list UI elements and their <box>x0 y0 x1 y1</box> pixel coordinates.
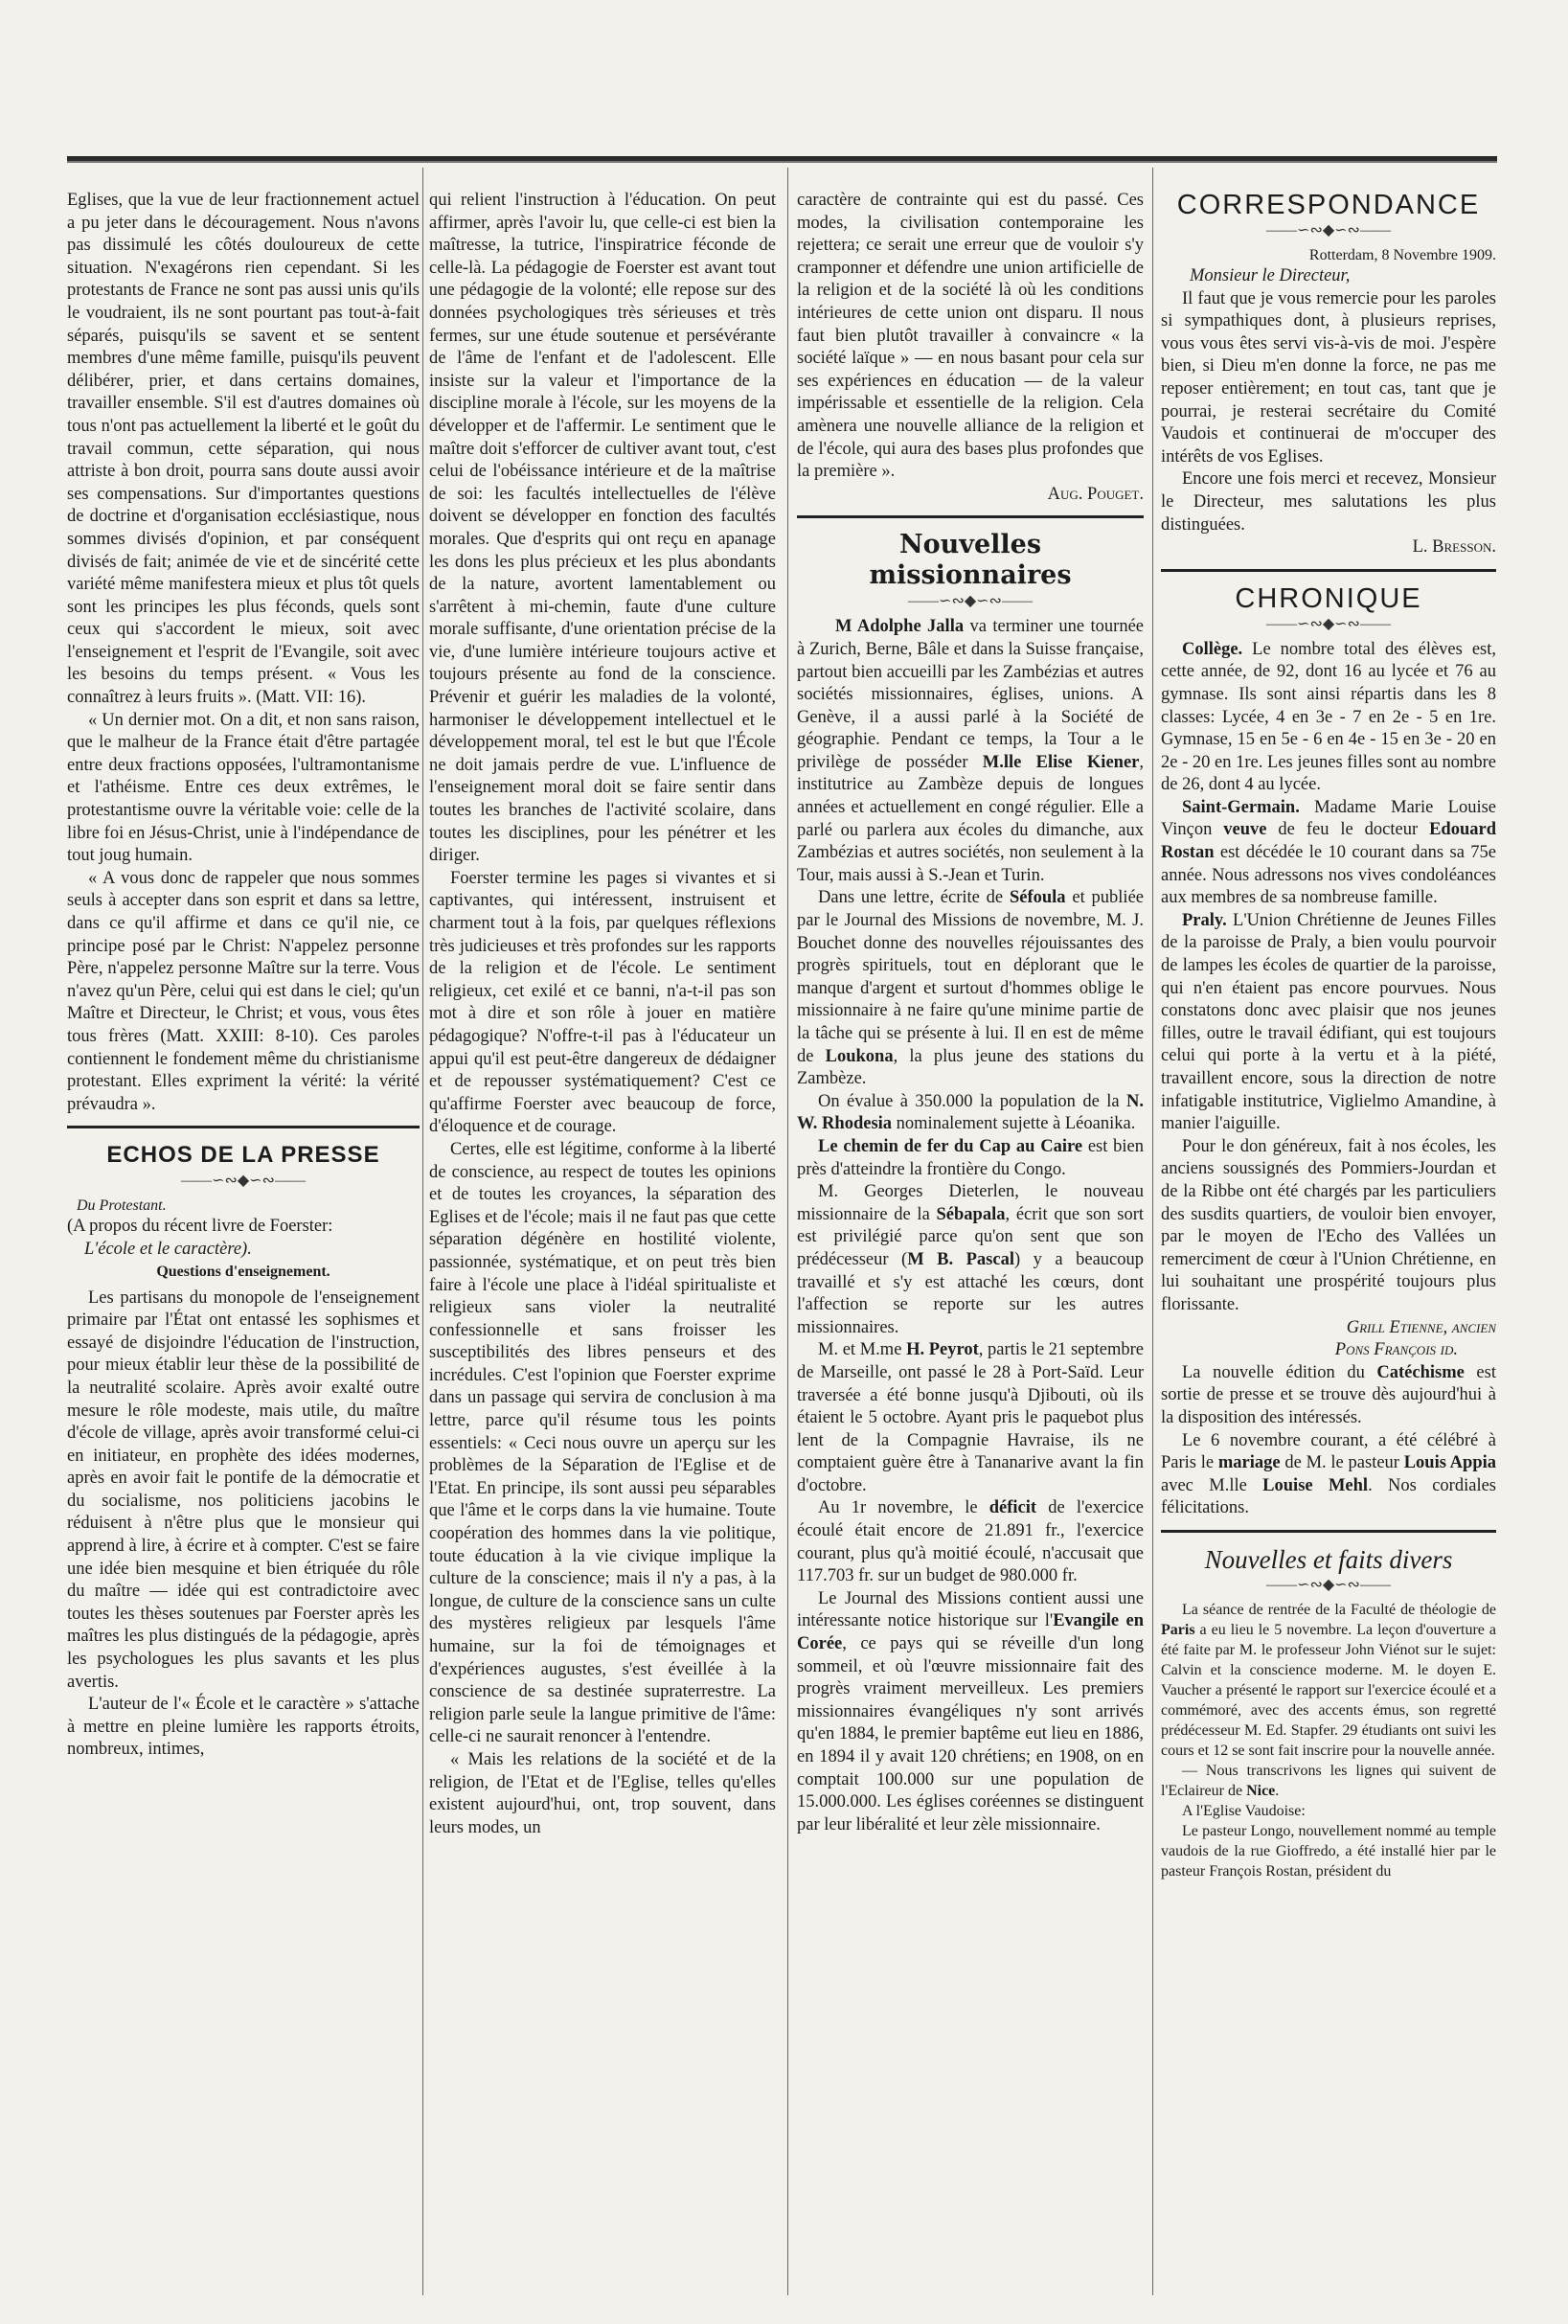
paragraph: Il faut que je vous remercie pour les paroles si sympathiques dont, à plusieurs reprises, vous vous êtes servi vis-à-vis de moi. J'espère bien, si Dieu m'en donne la force, ne pas me reposer entièrement; en tout cas, tant que je pourrai, je resterai secrétaire du Comité Vaudois et continuerai de m'occuper des intérêts de vos Eglises. <box>1161 288 1496 467</box>
paragraph: Les partisans du monopole de l'enseignement primaire par l'État ont entassé les sophismes et essayé de disjoindre l'éducation de l'instruction, pour mieux établir leur thèse de la possibilité de la neutralité scolaire. Après avoir exalté outre mesure le rôle modeste, mais utile, du maître d'école de village, après avoir transformé celui-ci en initiateur, en prophète des idées modernes, après en avoir fait le pontife de la démocratie et du socialisme, nos politiciens jacobins le réduisent à n'être plus que le monsieur qui apprend à lire, à écrire et à compter. C'est se faire une idée bien mesquine et bien étriquée du rôle du maître — idée qui est contradictoire avec toutes les thèses soutenues par Foerster après les maîtres les plus distingués de la pédagogie, après les psychologues les plus savants et les plus avertis. <box>67 1287 420 1692</box>
column-4 <box>1161 190 1496 2295</box>
echos-title: ECHOS DE LA PRESSE <box>106 1142 380 1169</box>
subheading: L'école et le caractère). <box>84 1239 252 1259</box>
paragraph: Praly. L'Union Chrétienne de Jeunes Filles de la paroisse de Praly, a bien voulu pourvoir de lampes les écoles de quartier de la paroisse, qui n'en étaient pas encore pourvues. Nous constatons donc avec plaisir que nos jeunes filles, outre le travail édifiant, qui est toujours celui qui porte à la vertu et à la piété, travaillent encore, sous la direction de notre infatigable institutrice, Viglielmo Amandine, à manier l'aiguille. <box>1161 910 1496 1134</box>
column-divider <box>422 168 423 2295</box>
paragraph: « Un dernier mot. On a dit, et non sans raison, que le malheur de la France était d'être partagée entre deux fractions opposées, l'ultramontanisme et l'athéisme. Entre ces deux extrêmes, le protestantisme ouvre la véritable voie: celle de la libre foi en Jésus-Christ, unie à l'indépendance de tout joug humain. <box>67 710 420 866</box>
ornament-divider: ——∽∾◆∽∾—— <box>181 1173 306 1190</box>
paragraph: La séance de rentrée de la Faculté de théologie de Paris a eu lieu le 5 novembre. La leçon d'ouverture a été faite par M. le professeur John Viénot sur le sujet: Calvin et la conscience moderne. M. le doyen E. Vaucher a présenté le rapport sur l'exercice écoulé et a commémoré, avec des accents émus, son regretté prédécesseur M. Ed. Stapfer. 29 étudiants ont suivi les cours et 12 se sont fait inscrire pour la nouvelle année. <box>1161 1601 1496 1759</box>
section-rule <box>1161 569 1496 572</box>
top-rule <box>67 156 1497 163</box>
signature: Pons François id. <box>1334 1340 1458 1360</box>
missions-title: Nouvelles missionnaires <box>869 530 1072 591</box>
section-rule <box>797 515 1144 518</box>
subheading: Questions d'enseignement. <box>156 1263 330 1280</box>
signature: Aug. Pouget. <box>1047 484 1144 504</box>
signature: L. Bresson. <box>1412 537 1496 558</box>
section-rule <box>1161 1530 1496 1533</box>
column-divider <box>787 168 788 2295</box>
paragraph: Le pasteur Longo, nouvellement nommé au temple vaudois de la rue Gioffredo, a été installé hier par le pasteur François Rostan, président du <box>1161 1822 1496 1880</box>
ornament-divider: ——∽∾◆∽∾—— <box>1266 1576 1391 1593</box>
paragraph: M. Georges Dieterlen, le nouveau missionnaire de la Sébapala, écrit que son sort est privilégié parce qu'on sent que son prédécesseur (M B. Pascal) y a beaucoup travaillé et s'y est attaché les cœurs, dont l'affection se reporte sur les autres missionnaires. <box>797 1182 1144 1337</box>
paragraph: Certes, elle est légitime, conforme à la liberté de conscience, au respect de toutes les opinions et de toutes les croyances, la séparation des Eglises et de l'école; mais il ne faut pas que cette séparation dégénère en hostilité violente, passionnée, systématique, et on peut très bien faire à l'école une place à l'idéal spiritualiste et religieux sans violer la neutralité confessionnelle et sans froisser les susceptibilités des libres penseurs et des incrédules. C'est l'opinion que Foerster exprime dans un passage qui servira de conclusion à ma lettre, parce qu'il résume tous les points essentiels: « Ceci nous ouvre un aperçu sur les problèmes de la Séparation de l'Eglise et de l'Etat. En principe, ils sont aussi peu séparables que l'âme et le corps dans la vie humaine. Toute coopération des hommes dans la vie politique, toute éducation à la vie civique implique la culture de la conscience; mais il n'y a pas, à la longue, de culture de la conscience sans un culte des mystères religieux par lesquels l'âme humaine, sur la foi de témoignages et d'expériences augustes, s'est éveillée à la conscience de sa destinée supraterrestre. La religion parle seule la langue primitive de l'âme: celle-ci ne saurait renoncer à l'entendre. <box>429 1139 776 1747</box>
paragraph: Le 6 novembre courant, a été célébré à Paris le mariage de M. le pasteur Louis Appia avec M.lle Louise Mehl. Nos cordiales félicitations. <box>1161 1430 1496 1518</box>
column-2 <box>429 190 776 2295</box>
column-3 <box>797 190 1144 2295</box>
source-label: Du Protestant. <box>77 1197 167 1215</box>
paragraph: Eglises, que la vue de leur fractionnement actuel a pu jeter dans le découragement. Nous n'avons pas dissimulé les côtés douloureux de cette situation. N'exagérons rien cependant. Si les protestants de France ne sont pas aussi unis qu'ils le voudraient, ils ne sont pourtant pas tout-à-fait séparés, puisqu'ils se savent et se sentent membres d'une même famille, puisqu'ils peuvent délibérer, prier, et dans certains domaines, travailler ensemble. S'il est d'autres domaines où tous n'ont pas actuellement la liberté et le goût du travail commun, cette séparation, qui nous attriste à bon droit, pourra sans doute aussi avoir ses compensations. Sur d'importantes questions de doctrine et d'organisation ecclésiastique, nous sommes divisés d'opinion, et par conséquent divisés de fait; animée de vie et de sincérité cette variété même manifestera mieux et plus tôt quels sont les principes les plus féconds, quels sont ceux qui s'accordent le mieux, soit avec l'enseignement et l'esprit de l'Evangile, soit avec les besoins du temps présent. « Vous les connaîtrez à leurs fruits ». (Matt. VII: 16). <box>67 191 420 708</box>
paragraph: Foerster termine les pages si vivantes et si captivantes, qui intéressent, instruisent et charment tout à la fois, par quelques réflexions très judicieuses et très profondes sur les rapports de la religion et de l'école. Le sentiment religieux, cet exilé et ce banni, n'a-t-il pas son mot à dire et son rôle à jouer en matière pédagogique? N'offre-t-il pas à l'éducateur un appui qu'il est peut-être dangereux de dédaigner et de repousser systématiquement? C'est ce qu'affirme Foerster avec beaucoup de force, d'éloquence et de courage. <box>429 868 776 1137</box>
paragraph: caractère de contrainte qui est du passé. Ces modes, la civilisation contemporaine les rejettera; ce serait une erreur que de vouloir s'y cramponner et défendre une union artificielle de la religion et de la société là où les conditions intérieures de cette union ont disparu. Il nous faut bien plutôt travailler à convaincre « la société laïque » — en nous basant pour cela sur ses expériences en éducation — de la valeur impérissable et essentielle de la religion. Cela amènera une nouvelle alliance de la religion et de l'école, qui aura des bases plus profondes que la première ». <box>797 191 1144 482</box>
ornament-divider: ——∽∾◆∽∾—— <box>1266 615 1391 632</box>
section-rule <box>67 1126 420 1128</box>
paragraph: L'auteur de l'« École et le caractère » s'attache à mettre en pleine lumière les rapports étroits, nombreux, intimes, <box>67 1695 420 1760</box>
paragraph: « Mais les relations de la société et de la religion, de l'Etat et de l'Eglise, telles qu'elles existent aujourd'hui, ont, trop souvent, dans leurs modes, un <box>429 1749 776 1837</box>
paragraph: M Adolphe Jalla va terminer une tournée à Zurich, Berne, Bâle et dans la Suisse française, partout bien accueilli par les Zambézias et autres sociétés missionnaires, églises, unions. A Genève, il a aussi parlé à la Société de géographie. Pendant ce temps, la Tour a le privilège de posséder M.lle Elise Kiener, institutrice au Zambèze depuis de longues années et actuellement en congé régulier. Elle a parlé ou parlera aux écoles du dimanche, aux Zambézias et autres sociétés, non seulement à la Tour, mais aussi à S.-Jean et Turin. <box>797 617 1144 885</box>
paragraph: « A vous donc de rappeler que nous sommes seuls à accepter dans son esprit et dans sa lettre, dans ce qu'il affirme et dans ce qu'il nie, ce principe posé par le Christ: N'appelez personne Père, n'appelez personne Maître sur la terre. Vous n'avez qu'un Père, celui qui est dans le ciel; qu'un Maître et Directeur, le Christ; et vous, vous êtes tous frères (Matt. XXIII: 8-10). Ces paroles contiennent le fondement même du christianisme protestant. Elles expriment la vérité: la vérité prévaudra ». <box>67 868 420 1114</box>
paragraph: qui relient l'instruction à l'éducation. On peut affirmer, après l'avoir lu, que celle-ci est bien la maîtresse, la tutrice, l'inspiratrice féconde de celle-là. La pédagogie de Foerster est avant tout une pédagogie de la volonté; elle repose sur des données psychologiques très sérieuses et très fermes, sur une étude soutenue et persévérante de l'âme de l'enfant et de l'adolescent. Elle insiste sur la valeur et l'importance de la discipline morale à l'école, sur les moyens de la développer et de l'affermir. Le sentiment que le maître doit s'efforcer de cultiver avant tout, c'est celui de l'obéissance intérieure et de la maîtrise de soi: les facultés intellectuelles de l'élève doivent se développer en fonction des facultés morales. Que d'esprits qui ont reçu en apanage les dons les plus précieux et les plus abondants de la nature, avortent lamentablement ou s'arrêtent à mi-chemin, faute d'une culture morale suffisante, d'une orientation précise de la vie, d'une lumière intérieure toujours active et toujours présente au fond de la conscience. Prévenir et guérir les maladies de la volonté, harmoniser le développement intellectuel et le développement moral, tel est le but que l'École ne doit jamais perdre de vue. L'influence de l'enseignement moral doit se faire sentir dans toutes les branches de l'activité scolaire, dans toutes les disciplines, pour les pénétrer et les diriger. <box>429 191 776 866</box>
paragraph: Le chemin de fer du Cap au Caire est bien près d'atteindre la frontière du Congo. <box>797 1136 1144 1179</box>
correspondance-title: CORRESPONDANCE <box>1176 190 1481 220</box>
paragraph: Le Journal des Missions contient aussi une intéressante notice historique sur l'Evangile en Corée, ce pays qui se réveille d'un long sommeil, et où l'œuvre missionnaire fait des progrès vraiment merveilleux. Les premiers missionnaires évangéliques n'y sont arrivés qu'en 1884, le premier baptême eut lieu en 1886, en 1894 il y avait 120 chrétiens; en 1908, on en comptait 100.000 sur une population de 15.000.000. Les églises coréennes se distinguent par leur libéralité et leur zèle missionnaire. <box>797 1588 1144 1834</box>
column-divider <box>1152 168 1153 2295</box>
salutation: Monsieur le Directeur, <box>1190 266 1351 285</box>
ornament-divider: ——∽∾◆∽∾—— <box>1266 222 1391 239</box>
paragraph: — Nous transcrivons les lignes qui suivent de l'Eclaireur de Nice. <box>1161 1762 1496 1799</box>
paragraph: On évalue à 350.000 la population de la N. W. Rhodesia nominalement sujette à Léoanika. <box>797 1091 1144 1134</box>
paragraph: La nouvelle édition du Catéchisme est sortie de presse et se trouve dès aujourd'hui à la disposition des intéressés. <box>1161 1362 1496 1427</box>
nouvelles-title: Nouvelles et faits divers <box>1204 1544 1453 1574</box>
signature: Grill Etienne, ancien <box>1346 1317 1496 1337</box>
paragraph: A l'Eglise Vaudoise: <box>1182 1802 1306 1819</box>
paragraph: M. et M.me H. Peyrot, partis le 21 septembre de Marseille, ont passé le 28 à Port-Saïd. Leur traversée a été bonne jusqu'à Djibouti, où ils étaient le 5 octobre. Ayant pris le paquebot plus lent de la Compagnie Havraise, ils ne comptaient guère être à Tananarive avant la fin d'octobre. <box>797 1340 1144 1495</box>
date-line: Rotterdam, 8 Novembre 1909. <box>1308 247 1496 263</box>
subheading: (A propos du récent livre de Foerster: <box>67 1217 333 1237</box>
ornament-divider: ——∽∾◆∽∾—— <box>908 593 1033 610</box>
column-1 <box>67 190 420 2295</box>
paragraph: Dans une lettre, écrite de Séfoula et publiée par le Journal des Missions de novembre, M. J. Bouchet donne des nouvelles réjouissantes des progrès spirituels, tout en déplorant que le manque d'argent et surtout d'hommes oblige le missionnaire à ne faire qu'une minime partie de la tâche qui se présente à lui. Il en est de même de Loukona, la plus jeune des stations du Zambèze. <box>797 888 1144 1089</box>
paragraph: Encore une fois merci et recevez, Monsieur le Directeur, mes salutations les plus distinguées. <box>1161 469 1496 535</box>
paragraph: Au 1r novembre, le déficit de l'exercice écoulé était encore de 21.891 fr., l'exercice courant, plus qu'à moitié écoulé, n'accusait que 117.703 fr. sur un budget de 980.000 fr. <box>797 1498 1144 1586</box>
paragraph: Saint-Germain. Madame Marie Louise Vinçon veuve de feu le docteur Edouard Rostan est décédée le 10 courant dans sa 75e année. Nous adressons nos vives condoléances aux membres de sa nombreuse famille. <box>1161 797 1496 908</box>
paragraph: Collège. Le nombre total des élèves est, cette année, de 92, dont 16 au lycée et 76 au gymnase. Ils sont ainsi répartis dans les 8 classes: Lycée, 4 en 3e - 7 en 2e - 5 en 1re. Gymnase, 15 en 5e - 6 en 4e - 15 en 3e - 20 en 2e - 20 en 1re. Les jeunes filles sont au nombre de 26, dont 4 au lycée. <box>1161 639 1496 795</box>
chronique-title: CHRONIQUE <box>1235 582 1422 614</box>
paragraph: Pour le don généreux, fait à nos écoles, les anciens soussignés des Pommiers-Jourdan et de la Ribbe ont été chargés par les particuliers des susdits quartiers, de vouloir bien envoyer, par le moyen de l'Echo des Vallées un remerciment de cœur à l'Union Chrétienne, en lui souhaitant une prospérité toujours plus florissante. <box>1161 1136 1496 1314</box>
